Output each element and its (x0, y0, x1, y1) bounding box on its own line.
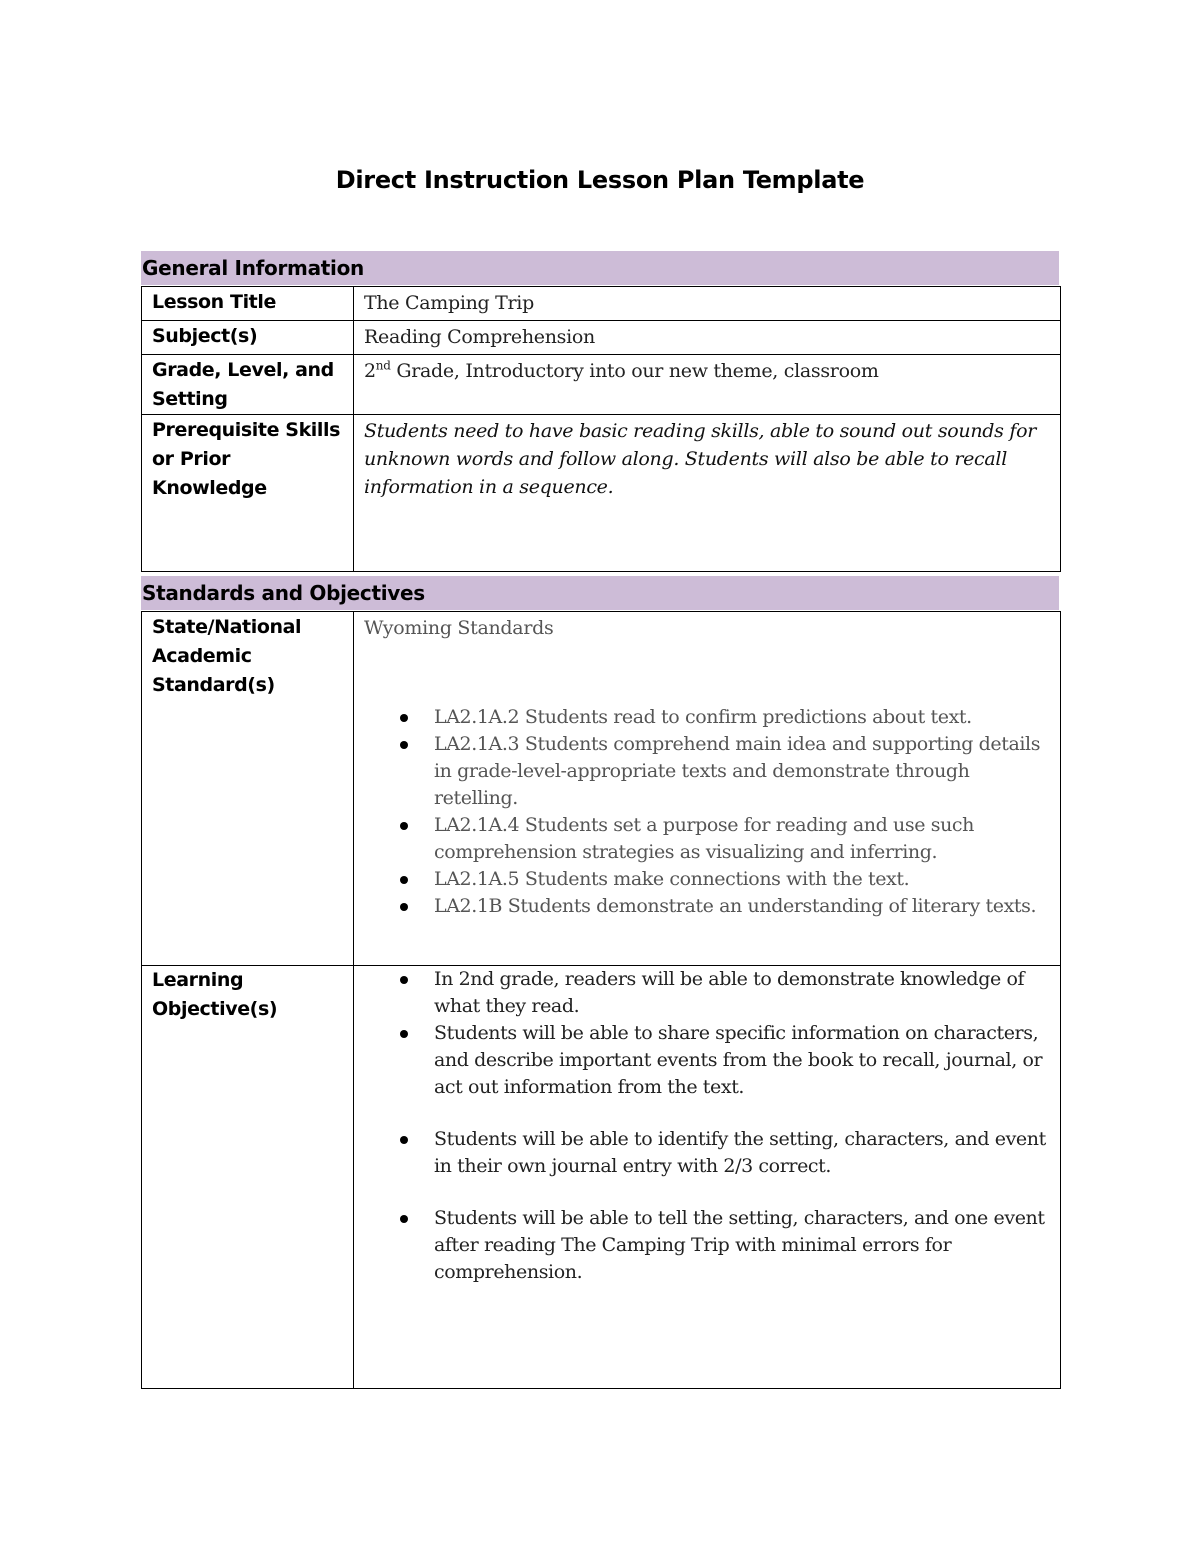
table-row (142, 355, 1061, 415)
table-row (142, 287, 1061, 321)
list-item: LA2.1B Students demonstrate an understanding of literary texts. (434, 893, 1052, 920)
table-row (142, 612, 1061, 966)
standards-objectives-header: Standards and Objectives (141, 576, 1059, 610)
table-row (142, 966, 1061, 1389)
prerequisite-skills-label: Prerequisite Skills or Prior Knowledge (142, 415, 354, 572)
list-item: LA2.1A.4 Students set a purpose for reading and use such comprehension strategies as visualizing and inferring. (434, 812, 1052, 866)
state-standards-label: State/National Academic Standard(s) (142, 612, 354, 966)
table-row (142, 321, 1061, 355)
subjects-label: Subject(s) (142, 321, 354, 355)
grade-level-setting-label: Grade, Level, and Setting (142, 355, 354, 415)
learning-objectives-cell (354, 966, 1061, 1389)
list-item: Students will be able to share specific information on characters, and describe important events from the book to recall, journal, or act out information from the text. (434, 1020, 1052, 1101)
page-title: Direct Instruction Lesson Plan Template (335, 166, 865, 194)
standards-objectives-table (141, 611, 1061, 1389)
grade-setting-text: Grade, Introductory into our new theme, classroom (390, 360, 879, 382)
list-item: Students will be able to identify the setting, characters, and event in their own journal entry with 2/3 correct. (434, 1126, 1052, 1180)
lesson-title-label: Lesson Title (142, 287, 354, 321)
lesson-title-value: The Camping Trip (354, 287, 1061, 321)
list-item: Students will be able to tell the setting, characters, and one event after reading The Camping Trip with minimal errors for comprehension. (434, 1205, 1052, 1286)
grade-ordinal-suffix: nd (375, 358, 391, 373)
general-information-table (141, 286, 1061, 572)
state-standards-cell (354, 612, 1061, 966)
list-item: LA2.1A.5 Students make connections with the text. (434, 866, 1052, 893)
subjects-value: Reading Comprehension (354, 321, 1061, 355)
table-row (142, 415, 1061, 572)
grade-level-setting-value (354, 355, 1061, 415)
list-item: LA2.1A.2 Students read to confirm predictions about text. (434, 704, 1052, 731)
objectives-list (364, 966, 1052, 1286)
learning-objectives-label: Learning Objective(s) (142, 966, 354, 1389)
standards-intro: Wyoming Standards (364, 617, 554, 639)
standards-list (364, 704, 1052, 920)
list-item: LA2.1A.3 Students comprehend main idea and supporting details in grade-level-appropriate texts and demonstrate through retelling. (434, 731, 1052, 812)
grade-number: 2 (364, 360, 376, 382)
prerequisite-skills-value: Students need to have basic reading skills, able to sound out sounds for unknown words and follow along. Students will also be able to recall information in a sequence. (354, 415, 1061, 572)
list-item: In 2nd grade, readers will be able to demonstrate knowledge of what they read. (434, 966, 1052, 1020)
general-information-header: General Information (141, 251, 1059, 285)
